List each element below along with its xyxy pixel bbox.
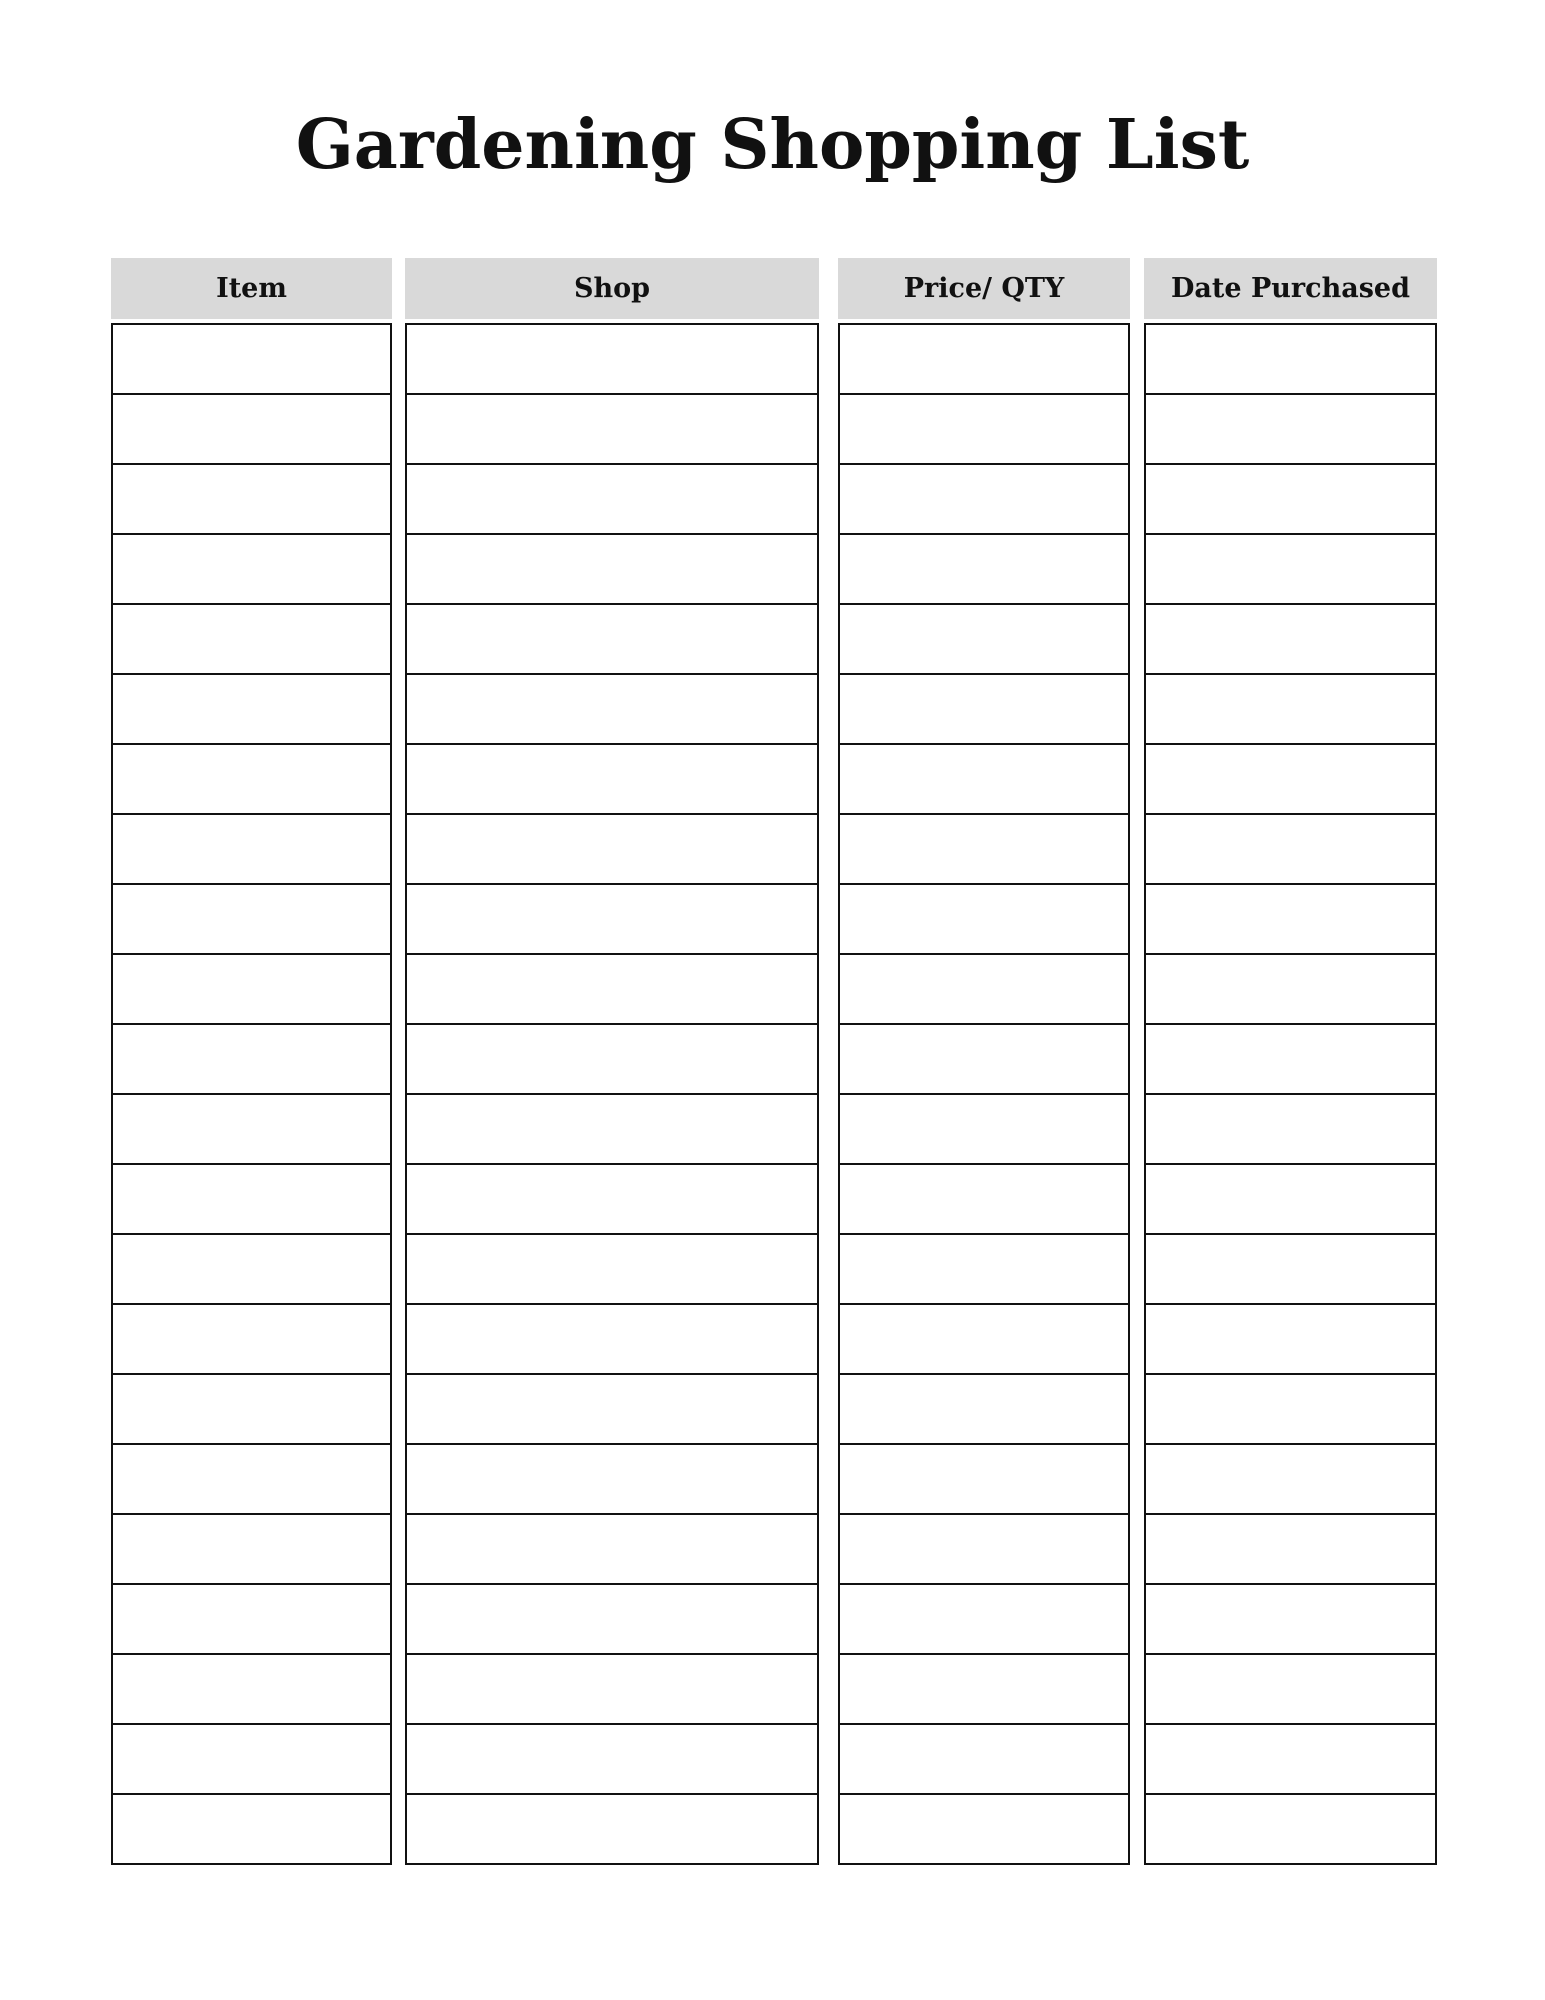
table-cell[interactable] bbox=[113, 1025, 390, 1095]
table-cell[interactable] bbox=[113, 465, 390, 535]
table-cell[interactable] bbox=[840, 1515, 1128, 1585]
column-shop bbox=[405, 258, 819, 1865]
column-header-price-qty: Price/ QTY bbox=[838, 258, 1130, 319]
table-cell[interactable] bbox=[407, 465, 817, 535]
table-cell[interactable] bbox=[1146, 1585, 1435, 1655]
column-header-item: Item bbox=[111, 258, 392, 319]
table-cell[interactable] bbox=[1146, 605, 1435, 675]
table-cell[interactable] bbox=[1146, 1095, 1435, 1165]
table-cell[interactable] bbox=[1146, 1305, 1435, 1375]
table-cell[interactable] bbox=[407, 1655, 817, 1725]
table-cell[interactable] bbox=[113, 1515, 390, 1585]
table-cell[interactable] bbox=[1146, 885, 1435, 955]
table-cell[interactable] bbox=[407, 885, 817, 955]
table-cell[interactable] bbox=[1146, 675, 1435, 745]
table-cell[interactable] bbox=[113, 605, 390, 675]
table-cell[interactable] bbox=[113, 955, 390, 1025]
table-cell[interactable] bbox=[407, 955, 817, 1025]
table-cell[interactable] bbox=[840, 815, 1128, 885]
column-header-shop: Shop bbox=[405, 258, 819, 319]
table-cell[interactable] bbox=[1146, 465, 1435, 535]
table-cell[interactable] bbox=[840, 1445, 1128, 1515]
table-cell[interactable] bbox=[840, 325, 1128, 395]
table-cell[interactable] bbox=[840, 1165, 1128, 1235]
column-date-purchased bbox=[1144, 258, 1437, 1865]
table-cell[interactable] bbox=[840, 885, 1128, 955]
table-cell[interactable] bbox=[1146, 395, 1435, 465]
table-cell[interactable] bbox=[407, 1515, 817, 1585]
table-cell[interactable] bbox=[407, 325, 817, 395]
column-header-date-purchased: Date Purchased bbox=[1144, 258, 1437, 319]
table-cell[interactable] bbox=[840, 955, 1128, 1025]
table-cell[interactable] bbox=[113, 745, 390, 815]
table-cell[interactable] bbox=[113, 325, 390, 395]
table-cell[interactable] bbox=[407, 1095, 817, 1165]
table-cell[interactable] bbox=[840, 1795, 1128, 1863]
table-cell[interactable] bbox=[407, 1585, 817, 1655]
table-cell[interactable] bbox=[1146, 1655, 1435, 1725]
table-cell[interactable] bbox=[113, 395, 390, 465]
table-cell[interactable] bbox=[113, 1305, 390, 1375]
table-cell[interactable] bbox=[840, 1585, 1128, 1655]
table-cell[interactable] bbox=[113, 1725, 390, 1795]
table-cell[interactable] bbox=[113, 675, 390, 745]
table-cell[interactable] bbox=[1146, 1375, 1435, 1445]
table-cell[interactable] bbox=[113, 1095, 390, 1165]
table-cell[interactable] bbox=[840, 745, 1128, 815]
table-cell[interactable] bbox=[840, 1025, 1128, 1095]
table-cell[interactable] bbox=[113, 885, 390, 955]
table-cell[interactable] bbox=[407, 675, 817, 745]
table-cell[interactable] bbox=[1146, 535, 1435, 605]
table-cell[interactable] bbox=[1146, 1445, 1435, 1515]
table-cell[interactable] bbox=[840, 1095, 1128, 1165]
table-cell[interactable] bbox=[113, 1585, 390, 1655]
table-cell[interactable] bbox=[840, 1235, 1128, 1305]
table-cell[interactable] bbox=[1146, 325, 1435, 395]
table-cell[interactable] bbox=[840, 395, 1128, 465]
table-cell[interactable] bbox=[407, 815, 817, 885]
table-cell[interactable] bbox=[407, 1445, 817, 1515]
table-cell[interactable] bbox=[1146, 1165, 1435, 1235]
table-cell[interactable] bbox=[113, 1235, 390, 1305]
table-cell[interactable] bbox=[113, 1165, 390, 1235]
table-cell[interactable] bbox=[840, 465, 1128, 535]
table-cell[interactable] bbox=[840, 1655, 1128, 1725]
table-cell[interactable] bbox=[407, 1795, 817, 1863]
price-qty-cells bbox=[838, 323, 1130, 1865]
table-cell[interactable] bbox=[1146, 815, 1435, 885]
table-cell[interactable] bbox=[407, 1305, 817, 1375]
table-cell[interactable] bbox=[840, 1725, 1128, 1795]
table-cell[interactable] bbox=[1146, 955, 1435, 1025]
table-cell[interactable] bbox=[840, 605, 1128, 675]
table-cell[interactable] bbox=[407, 1375, 817, 1445]
table-cell[interactable] bbox=[1146, 1725, 1435, 1795]
item-cells bbox=[111, 323, 392, 1865]
page-title: Gardening Shopping List bbox=[295, 105, 1250, 185]
table-cell[interactable] bbox=[407, 745, 817, 815]
table-cell[interactable] bbox=[1146, 1025, 1435, 1095]
column-price-qty bbox=[838, 258, 1130, 1865]
table-cell[interactable] bbox=[1146, 1795, 1435, 1863]
date-purchased-cells bbox=[1144, 323, 1437, 1865]
table-cell[interactable] bbox=[1146, 1515, 1435, 1585]
shop-cells bbox=[405, 323, 819, 1865]
table-cell[interactable] bbox=[113, 815, 390, 885]
table-cell[interactable] bbox=[1146, 1235, 1435, 1305]
table-cell[interactable] bbox=[407, 395, 817, 465]
table-cell[interactable] bbox=[113, 1445, 390, 1515]
table-cell[interactable] bbox=[1146, 745, 1435, 815]
table-cell[interactable] bbox=[407, 605, 817, 675]
table-cell[interactable] bbox=[407, 1025, 817, 1095]
table-cell[interactable] bbox=[407, 1165, 817, 1235]
table-cell[interactable] bbox=[113, 1655, 390, 1725]
column-item bbox=[111, 258, 392, 1865]
table-cell[interactable] bbox=[407, 1725, 817, 1795]
table-cell[interactable] bbox=[113, 1795, 390, 1863]
table-cell[interactable] bbox=[840, 535, 1128, 605]
table-cell[interactable] bbox=[113, 535, 390, 605]
table-cell[interactable] bbox=[840, 1305, 1128, 1375]
table-cell[interactable] bbox=[407, 1235, 817, 1305]
table-cell[interactable] bbox=[840, 675, 1128, 745]
table-cell[interactable] bbox=[113, 1375, 390, 1445]
table-cell[interactable] bbox=[840, 1375, 1128, 1445]
table-cell[interactable] bbox=[407, 535, 817, 605]
